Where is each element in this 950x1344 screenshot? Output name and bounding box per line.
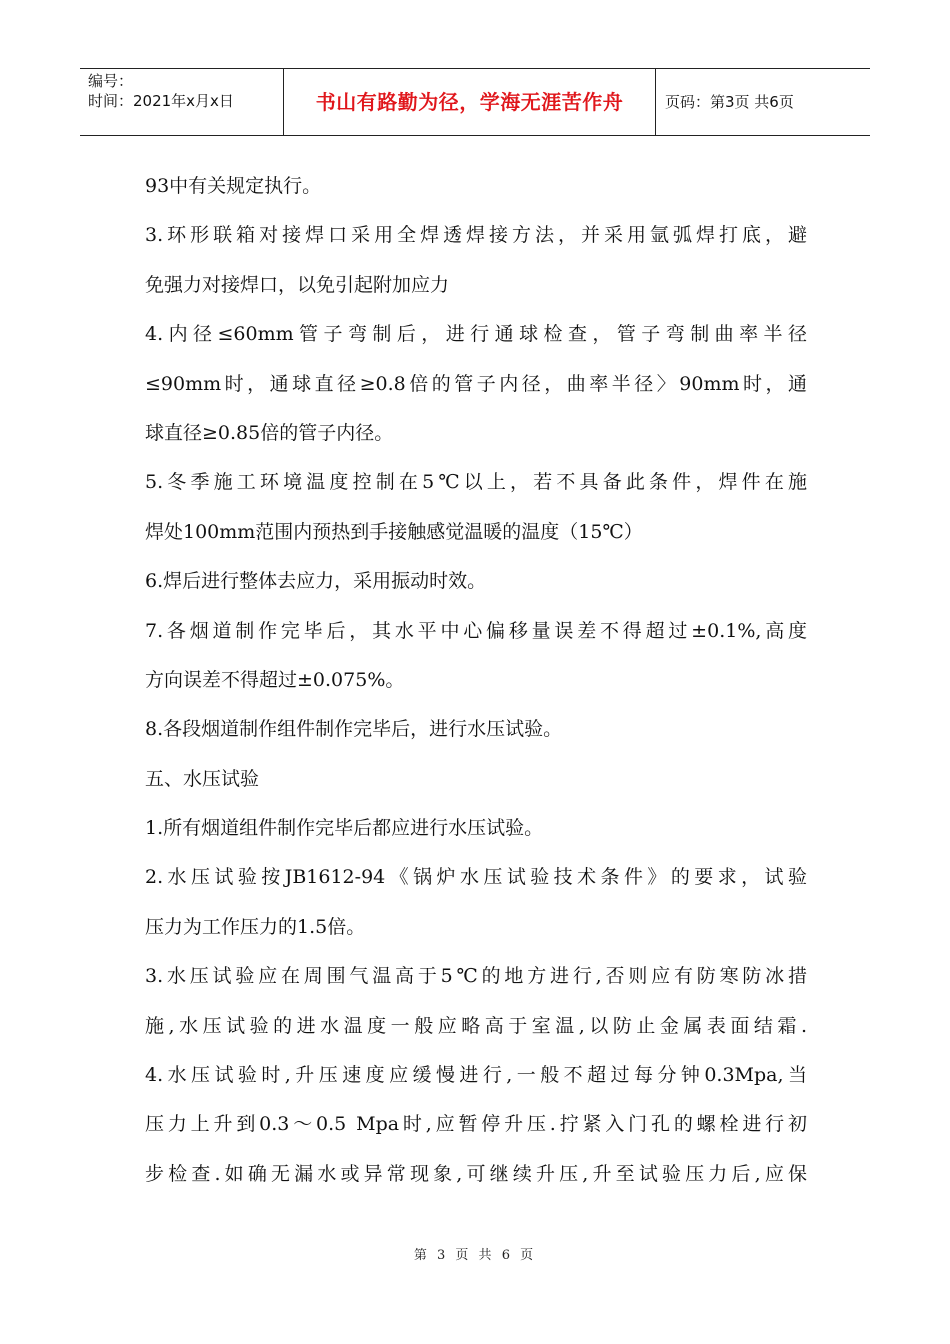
body-line: ≤90mm时，通球直径≥0.8倍的管子内径，曲率半径〉90mm时，通: [145, 372, 807, 395]
header-date-label: 时间：2021年x月x日: [88, 92, 234, 110]
body-line: 压力上升到0.3～0.5 Mpa时,应暂停升压.拧紧入门孔的螺栓进行初: [145, 1113, 807, 1136]
body-line: 4.内径≤60mm管子弯制后，进行通球检查，管子弯制曲率半径: [145, 323, 807, 346]
document-body: [145, 162, 807, 1199]
page-footer: 第 3 页 共 6 页: [413, 1248, 537, 1263]
body-line: 6.焊后进行整体去应力，采用振动时效。: [145, 570, 487, 593]
body-line: 五、水压试验: [145, 767, 260, 790]
body-line: 3.环形联箱对接焊口采用全焊透焊接方法，并采用氩弧焊打底，避: [145, 224, 807, 247]
body-line: 焊处100mm范围内预热到手接触感觉温暖的温度（15℃）: [145, 520, 643, 543]
body-line: 免强力对接焊口，以免引起附加应力: [145, 273, 450, 296]
body-line: 1.所有烟道组件制作完毕后都应进行水压试验。: [145, 817, 544, 840]
body-line: 4.水压试验时,升压速度应缓慢进行,一般不超过每分钟0.3Mpa,当: [145, 1064, 807, 1087]
body-line: 5.冬季施工环境温度控制在5℃以上，若不具备此条件，焊件在施: [145, 471, 807, 494]
body-line: 步检查.如确无漏水或异常现象,可继续升压,升至试验压力后,应保: [145, 1162, 807, 1185]
header-code-label: 编号：: [88, 72, 134, 90]
body-line: 93中有关规定执行。: [145, 175, 322, 197]
body-line: 7.各烟道制作完毕后，其水平中心偏移量误差不得超过±0.1%,高度: [145, 619, 807, 642]
page-header: [80, 68, 870, 136]
body-line: 方向误差不得超过±0.075%。: [145, 668, 405, 691]
body-line: 3.水压试验应在周围气温高于5℃的地方进行,否则应有防寒防冰措: [145, 965, 807, 988]
header-page-info: 页码：第3页 共6页: [665, 93, 794, 111]
body-line: 压力为工作压力的1.5倍。: [145, 915, 366, 938]
header-motto: 书山有路勤为径，学海无涯苦作舟: [283, 69, 656, 135]
body-line: 球直径≥0.85倍的管子内径。: [145, 421, 394, 444]
header-meta: [80, 69, 283, 135]
body-line: 施,水压试验的进水温度一般应略高于室温,以防止金属表面结霜.: [145, 1014, 807, 1037]
body-line: 8.各段烟道制作组件制作完毕后，进行水压试验。: [145, 718, 563, 741]
body-line: 2.水压试验按JB1612-94《锅炉水压试验技术条件》的要求，试验: [145, 866, 807, 889]
